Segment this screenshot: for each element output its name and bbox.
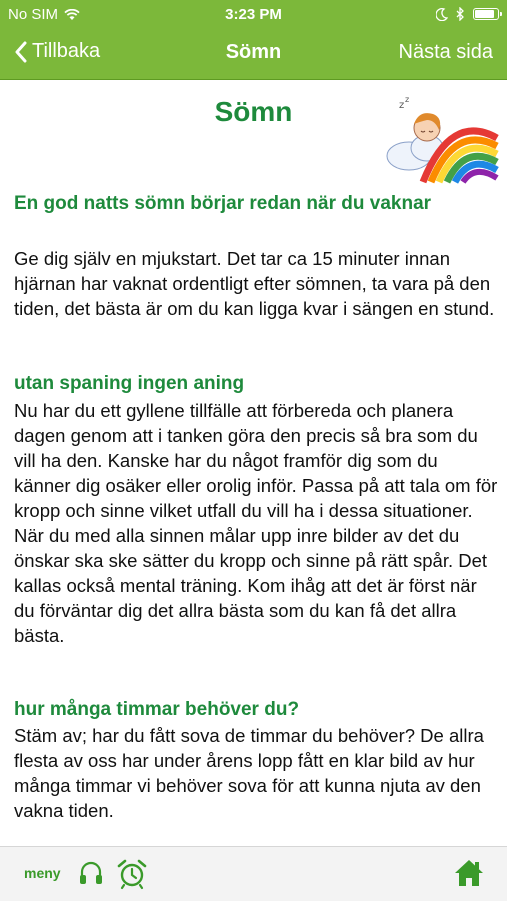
chevron-left-icon <box>14 41 28 63</box>
section-heading-spaning: utan spaning ingen aning <box>14 373 245 394</box>
nav-title: Sömn <box>225 41 282 63</box>
article-content <box>0 80 507 846</box>
status-right <box>436 7 499 21</box>
svg-text:z: z <box>405 95 410 104</box>
svg-text:z: z <box>399 100 405 111</box>
headphones-icon <box>78 859 104 887</box>
sleeping-child-rainbow-illustration <box>381 94 501 186</box>
nav-bar <box>0 30 507 80</box>
carrier-label: No SIM <box>8 6 59 23</box>
home-icon <box>453 858 485 888</box>
alarm-button[interactable] <box>116 858 148 895</box>
bluetooth-icon <box>456 7 465 21</box>
intro-heading: En god natts sömn börjar redan när du vaknar <box>14 193 432 214</box>
next-page-button[interactable]: Nästa sida <box>398 41 493 63</box>
back-button-label: Tillbaka <box>32 40 101 62</box>
section-heading-timmar: hur många timmar behöver du? <box>14 699 300 720</box>
alarm-clock-icon <box>116 858 148 890</box>
intro-paragraph: Ge dig själv en mjukstart. Det tar ca 15 minuter innan hjärnan har vaknat ordentligt efter sömnen, ta vara på den tiden, det bästa är om du kan ligga kvar i sängen en stund. <box>14 248 495 319</box>
status-time: 3:23 PM <box>225 6 282 23</box>
section-paragraph-timmar: Stäm av; har du fått sova de timmar du behöver? De allra flesta av oss har under årens lopp fått en klar bild av hur många timmar vi behöver sova för att kunna njuta av den vakna tiden. <box>14 725 484 821</box>
battery-icon <box>473 8 499 20</box>
moon-icon <box>436 8 448 21</box>
menu-button[interactable]: meny <box>24 865 61 881</box>
back-button[interactable] <box>14 40 100 63</box>
page-title: Sömn <box>214 96 293 127</box>
status-bar <box>0 0 507 30</box>
section-paragraph-spaning: Nu har du ett gyllene tillfälle att förbereda och planera dagen genom att i tanken göra den precis så bra som du vill ha den. Kanske har du något framför dig som du känner dig osäker eller orolig inför. Passa på att tala om för kropp och sinne vilket utfall du vill ha i dessa situationer. När du med alla sinnen målar upp inre bilder av det du önskar ska ske sätter du kropp och sinne på rätt spår. Det kallas också mental träning. Kom ihåg att det är först när du förväntar dig det allra bästa som du kan få det allra bästa. <box>14 400 498 646</box>
home-button[interactable] <box>453 858 485 893</box>
headphones-button[interactable] <box>78 859 104 892</box>
bottom-toolbar <box>0 846 507 901</box>
